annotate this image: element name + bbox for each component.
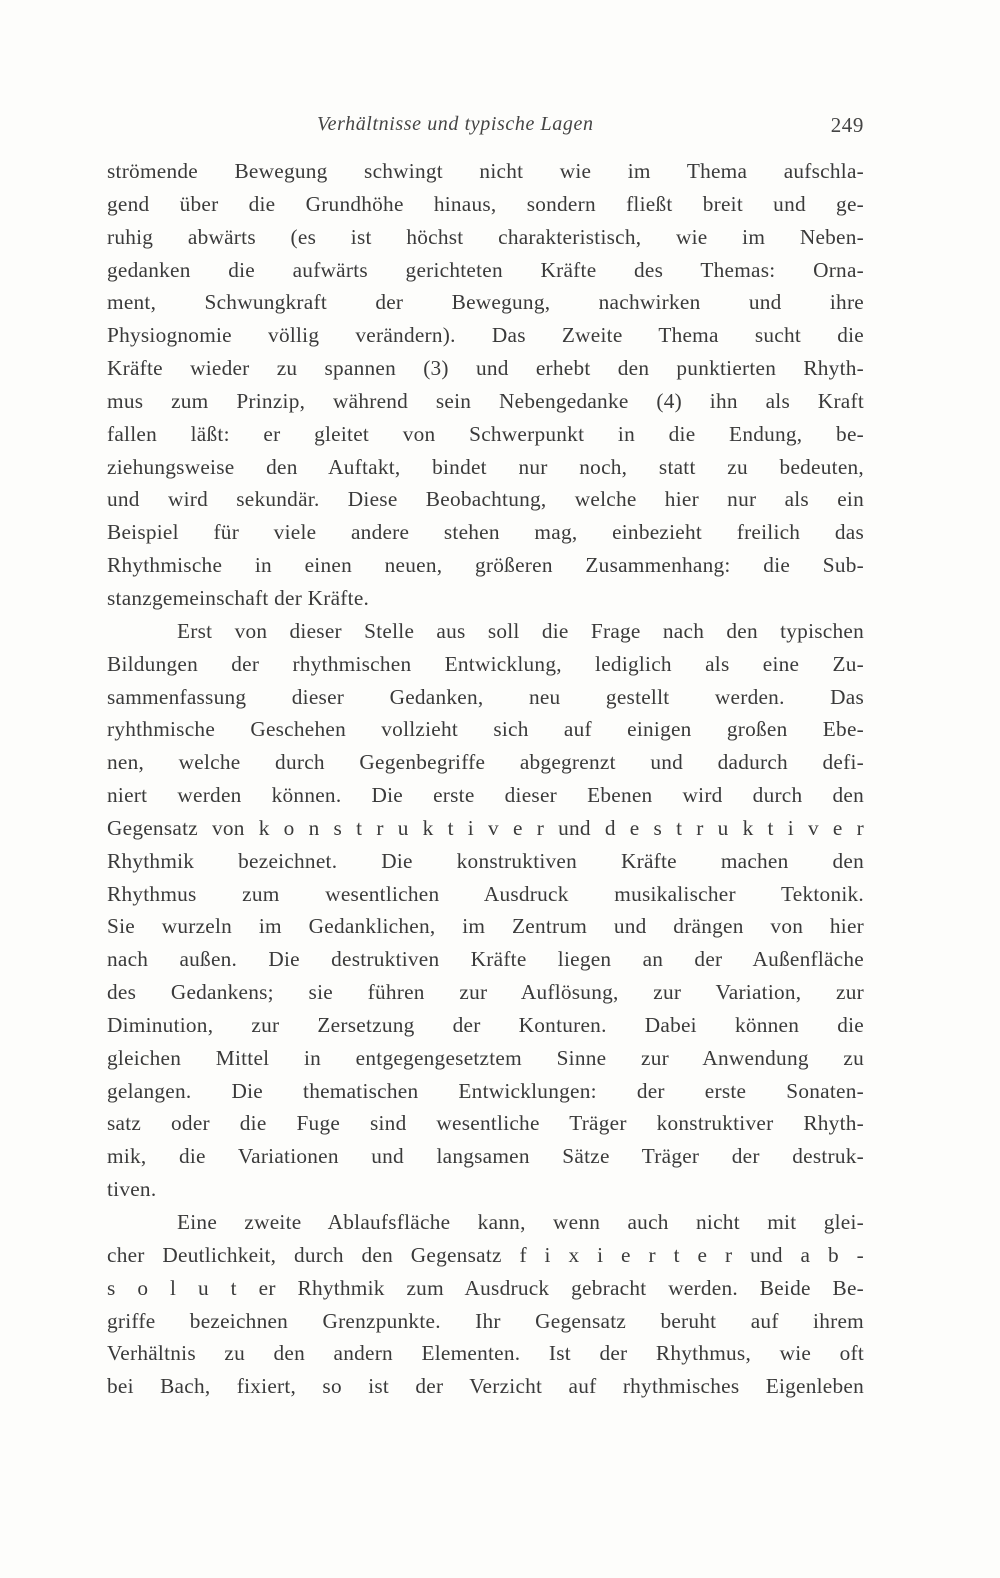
- running-title: Verhältnisse und typische Lagen: [317, 113, 594, 135]
- text-line: Rhythmische in einen neuen, größeren Zusammenhang: die Sub-: [107, 553, 864, 578]
- text-line: des Gedankens; sie führen zur Auflösung, zur Variation, zur: [107, 980, 864, 1005]
- text-line: Diminution, zur Zersetzung der Konturen. Dabei können die: [107, 1012, 864, 1037]
- text-line: Verhältnis zu den andern Elementen. Ist der Rhythmus, wie oft: [107, 1341, 864, 1366]
- text-line: ruhig abwärts (es ist höchst charakteristisch, wie im Neben-: [107, 224, 864, 249]
- text-line: Eine zweite Ablaufsfläche kann, wenn auch nicht mit glei-: [177, 1210, 864, 1234]
- text-line: gelangen. Die thematischen Entwicklungen: der erste Sonaten-: [107, 1078, 864, 1103]
- text-line: Bildungen der rhythmischen Entwicklung, lediglich als eine Zu-: [107, 651, 864, 676]
- text-line: cher Deutlichkeit, durch den Gegensatz f i x i e r t e r und a b -: [107, 1242, 864, 1267]
- text-line: Rhythmus zum wesentlichen Ausdruck musikalischer Tektonik.: [107, 881, 864, 906]
- text-line: Beispiel für viele andere stehen mag, einbezieht freilich das: [107, 520, 864, 545]
- text-line: tiven.: [107, 1177, 157, 1202]
- text-line: nach außen. Die destruktiven Kräfte liegen an der Außenfläche: [107, 947, 864, 972]
- text-line: Sie wurzeln im Gedanklichen, im Zentrum und drängen von hier: [107, 914, 864, 939]
- text-line: nen, welche durch Gegenbegriffe abgegrenzt und dadurch defi-: [107, 750, 864, 775]
- text-line: niert werden können. Die erste dieser Ebenen wird durch den: [107, 783, 864, 808]
- text-line: gend über die Grundhöhe hinaus, sondern fließt breit und ge-: [107, 191, 864, 216]
- text-line: stanzgemeinschaft der Kräfte.: [107, 585, 370, 610]
- text-line: satz oder die Fuge sind wesentliche Träger konstruktiver Rhyth-: [107, 1111, 864, 1136]
- text-line: bei Bach, fixiert, so ist der Verzicht auf rhythmisches Eigenleben: [107, 1374, 864, 1399]
- text-line: mus zum Prinzip, während sein Nebengedanke (4) ihn als Kraft: [107, 388, 864, 413]
- text-line: Gegensatz von k o n s t r u k t i v e r und d e s t r u k t i v e r: [107, 815, 864, 840]
- text-line: sammenfassung dieser Gedanken, neu gestellt werden. Das: [107, 684, 864, 709]
- page-number: 249: [830, 113, 864, 137]
- text-line: ziehungsweise den Auftakt, bindet nur noch, statt zu bedeuten,: [107, 454, 864, 479]
- text-line: ment, Schwungkraft der Bewegung, nachwirken und ihre: [107, 290, 864, 315]
- text-line: Rhythmik bezeichnet. Die konstruktiven Kräfte machen den: [107, 848, 864, 873]
- text-line: griffe bezeichnen Grenzpunkte. Ihr Gegensatz beruht auf ihrem: [107, 1308, 864, 1333]
- text-line: Erst von dieser Stelle aus soll die Frage nach den typischen: [177, 618, 864, 643]
- text-line: gedanken die aufwärts gerichteten Kräfte des Themas: Orna-: [107, 257, 864, 282]
- text-line: Physiognomie völlig verändern). Das Zweite Thema sucht die: [107, 323, 864, 348]
- page-header: [107, 113, 864, 147]
- body-text: [107, 155, 864, 1403]
- text-line: mik, die Variationen und langsamen Sätze Träger der destruk-: [107, 1144, 864, 1169]
- text-line: Kräfte wieder zu spannen (3) und erhebt den punktierten Rhyth-: [107, 356, 864, 381]
- text-line: s o l u t er Rhythmik zum Ausdruck gebracht werden. Beide Be-: [107, 1275, 864, 1300]
- text-line: und wird sekundär. Diese Beobachtung, welche hier nur als ein: [107, 487, 864, 512]
- text-line: fallen läßt: er gleitet von Schwerpunkt in die Endung, be-: [107, 421, 864, 446]
- text-line: gleichen Mittel in entgegengesetztem Sinne zur Anwendung zu: [107, 1045, 864, 1070]
- text-line: ryhthmische Geschehen vollzieht sich auf einigen großen Ebe-: [107, 717, 864, 742]
- text-line: strömende Bewegung schwingt nicht wie im Thema aufschla-: [107, 159, 864, 183]
